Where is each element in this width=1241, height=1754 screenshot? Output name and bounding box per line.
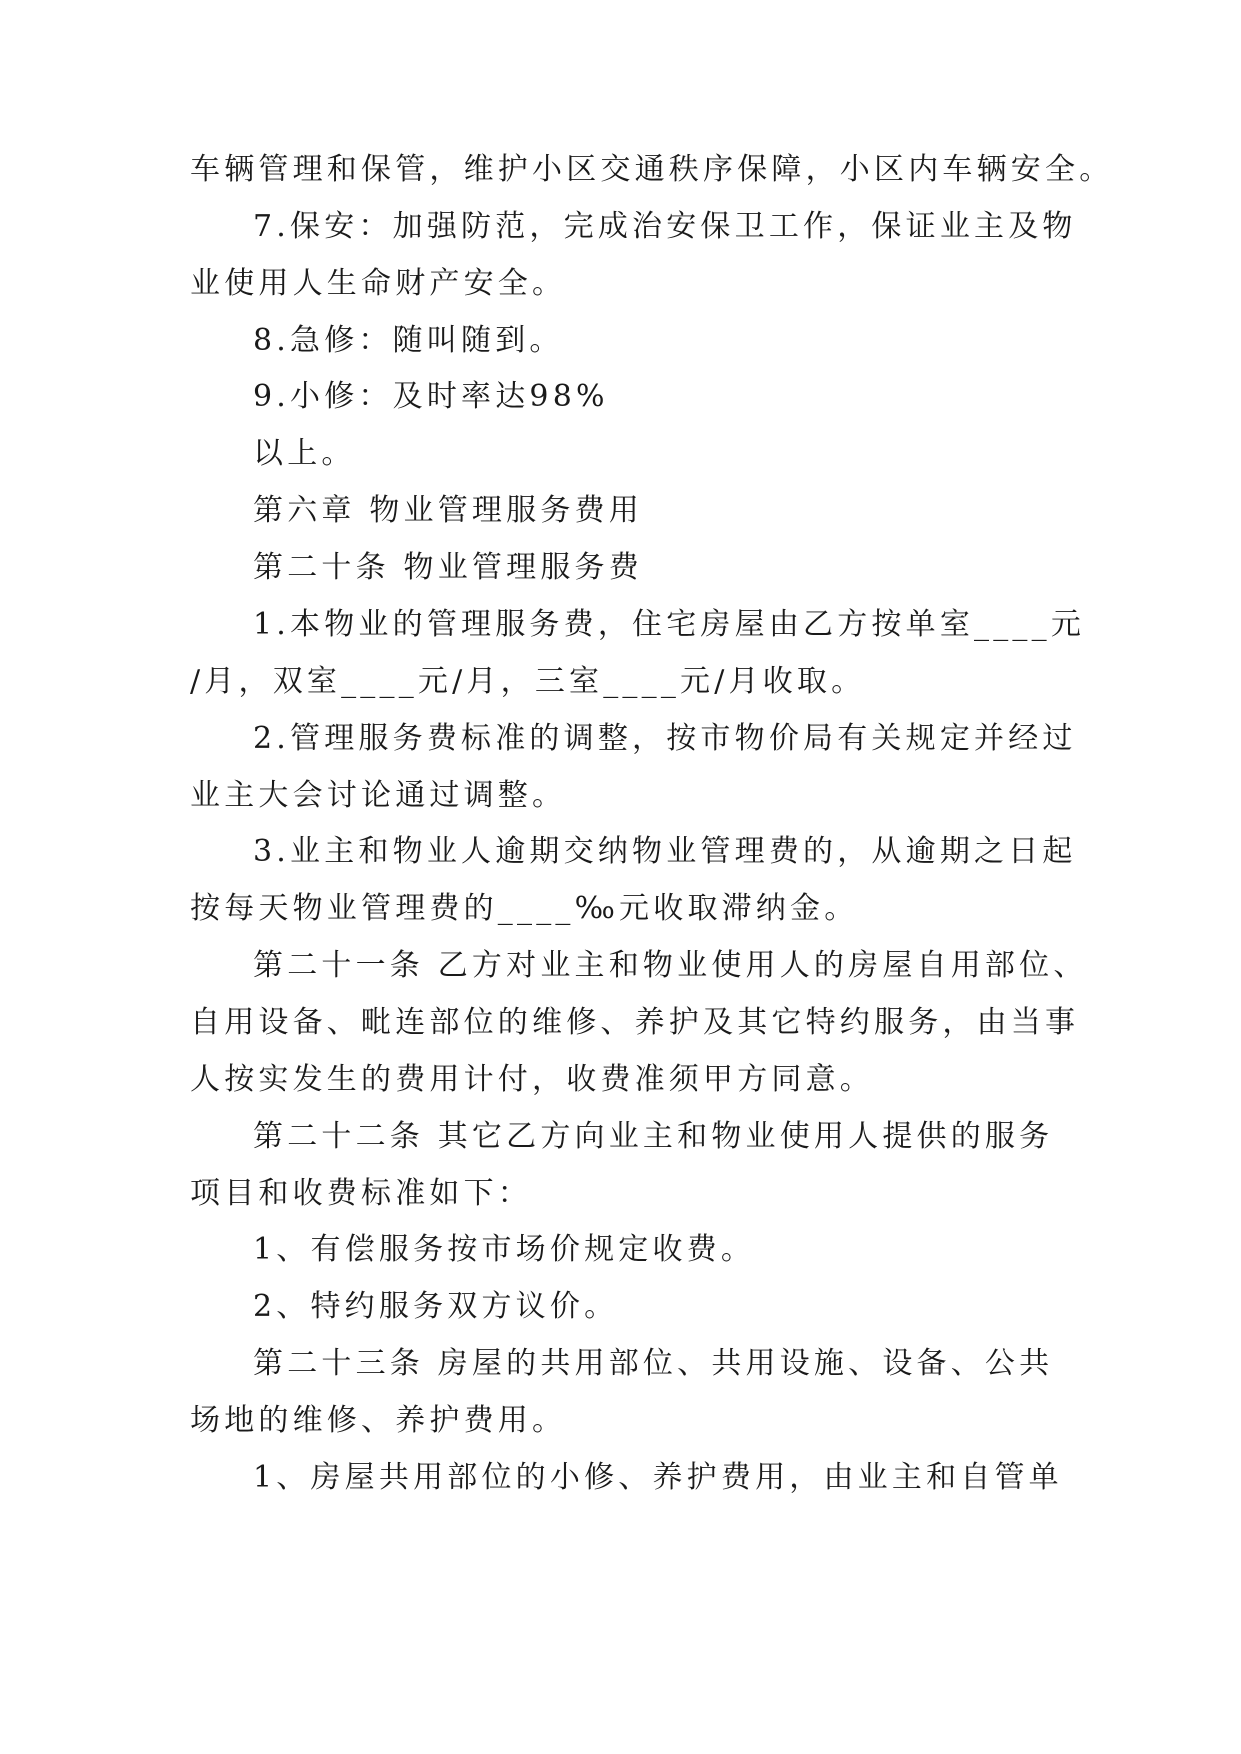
text-line: 9.小修：及时率达98% (253, 379, 609, 414)
text-line: 3.业主和物业人逾期交纳物业管理费的，从逾期之日起 (253, 834, 1077, 869)
text-line: 1.本物业的管理服务费，住宅房屋由乙方按单室____元 (253, 607, 1086, 642)
text-line: 1、房屋共用部位的小修、养护费用，由业主和自管单 (253, 1460, 1063, 1495)
text-line: 人按实发生的费用计付，收费准须甲方同意。 (190, 1062, 874, 1097)
article-heading: 第二十条 物业管理服务费 (253, 550, 643, 585)
text-line: 自用设备、毗连部位的维修、养护及其它特约服务，由当事 (190, 1005, 1080, 1040)
text-line: 场地的维修、养护费用。 (190, 1403, 567, 1438)
text-line: 以上。 (253, 436, 356, 471)
text-line: 2、特约服务双方议价。 (253, 1289, 619, 1324)
text-line: 第二十一条 乙方对业主和物业使用人的房屋自用部位、 (253, 948, 1088, 983)
text-line: 7.保安：加强防范，完成治安保卫工作，保证业主及物 (253, 209, 1077, 244)
text-line: 第二十三条 房屋的共用部位、共用设施、设备、公共 (253, 1346, 1054, 1381)
text-line: /月，双室____元/月，三室____元/月收取。 (190, 664, 866, 699)
text-line: 第二十二条 其它乙方向业主和物业使用人提供的服务 (253, 1119, 1054, 1154)
text-line: 车辆管理和保管，维护小区交通秩序保障，小区内车辆安全。 (190, 152, 1114, 187)
text-line: 业主大会讨论通过调整。 (190, 778, 567, 813)
chapter-heading: 第六章 物业管理服务费用 (253, 493, 643, 528)
text-line: 2.管理服务费标准的调整，按市物价局有关规定并经过 (253, 721, 1077, 756)
text-line: 业使用人生命财产安全。 (190, 266, 567, 301)
text-line: 按每天物业管理费的____‰元收取滞纳金。 (190, 891, 859, 926)
text-line: 项目和收费标准如下： (190, 1176, 532, 1211)
text-line: 8.急修：随叫随到。 (253, 323, 564, 358)
text-line: 1、有偿服务按市场价规定收费。 (253, 1232, 756, 1267)
